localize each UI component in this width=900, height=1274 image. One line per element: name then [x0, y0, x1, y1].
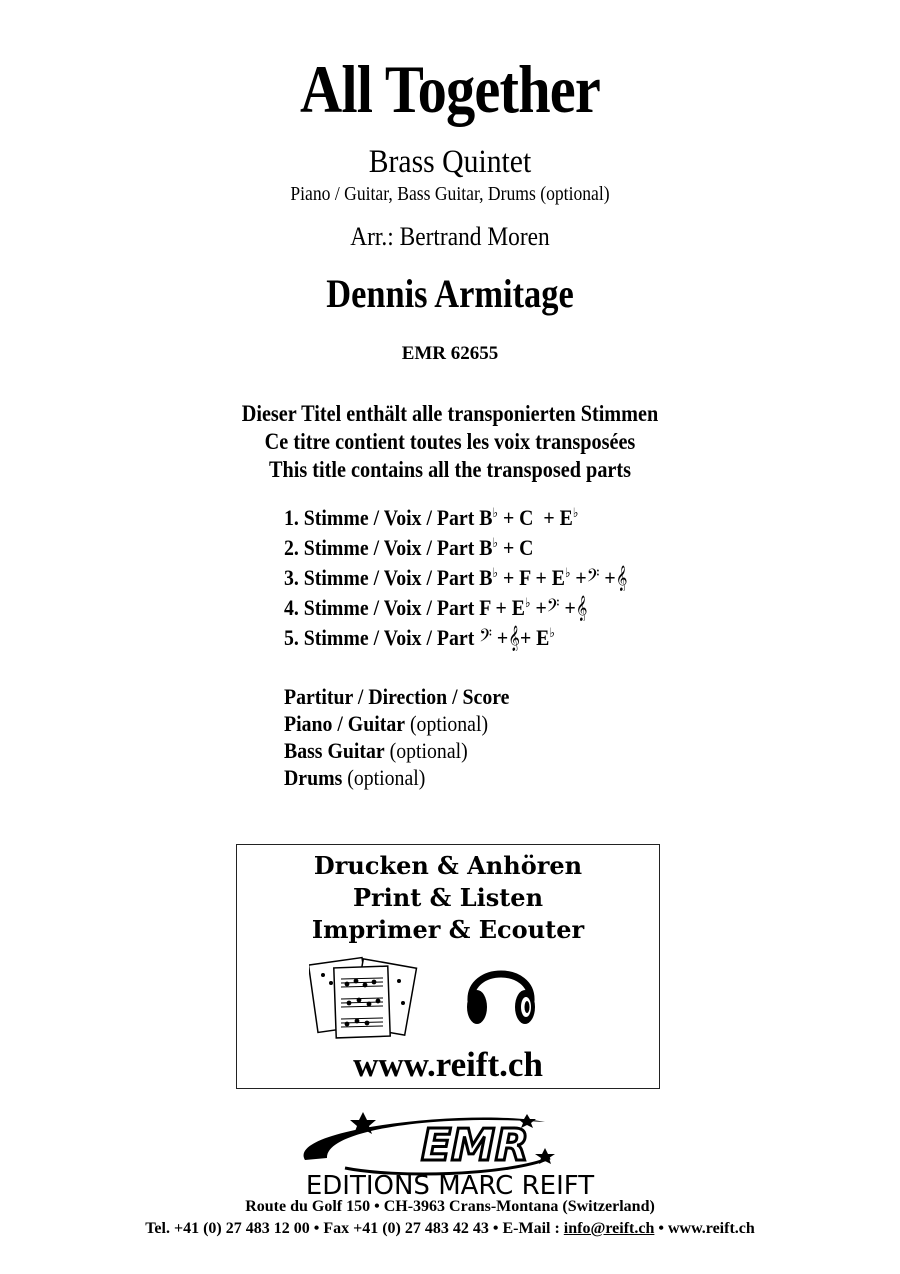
extra-score: Partitur / Direction / Score [284, 684, 510, 709]
part-1: 1. Stimme / Voix / Part B♭ + C + E♭ [284, 505, 579, 530]
website-link[interactable]: www.reift.ch [353, 1045, 543, 1084]
part-5: 5. Stimme / Voix / Part 𝄢 +𝄞+ E♭ [284, 625, 555, 651]
sheet-music-icon [309, 953, 421, 1043]
publisher-address: Route du Golf 150 • CH-3963 Crans-Montana (Switzerland) [245, 1198, 655, 1215]
publisher-contact: Tel. +41 (0) 27 483 12 00 • Fax +41 (0) 27 483 42 43 • E-Mail : info@reift.ch • www.reift.ch [145, 1220, 755, 1237]
emr-logo [245, 1108, 655, 1198]
part-4: 4. Stimme / Voix / Part F + E♭ +𝄢 +𝄞 [284, 595, 588, 621]
arranger-line: Arr.: Bertrand Moren [350, 222, 550, 251]
treble-clef-icon: 𝄞 [508, 626, 520, 651]
part-3: 3. Stimme / Voix / Part B♭ + F + E♭ +𝄢 +𝄞 [284, 565, 628, 591]
contains-de: Dieser Titel enthält alle transponierten Stimmen [241, 401, 659, 426]
bass-clef-icon: 𝄢 [479, 626, 492, 651]
extra-drums: Drums (optional) [284, 765, 426, 790]
catalog-number: EMR 62655 [401, 343, 499, 364]
emr-logo-graphic [245, 1108, 655, 1198]
publisher-name: EDITIONS MARC REIFT [305, 1171, 595, 1198]
promo-line-de: Drucken & Anhören [313, 851, 583, 880]
print-listen-box [236, 844, 660, 1089]
logo-emr-text: EMR [421, 1120, 529, 1171]
extra-bass-guitar: Bass Guitar (optional) [284, 738, 468, 763]
email-link[interactable]: info@reift.ch [563, 1220, 655, 1237]
bass-clef-icon: 𝄢 [586, 566, 600, 591]
bass-clef-icon: 𝄢 [546, 596, 560, 621]
part-2: 2. Stimme / Voix / Part B♭ + C [284, 535, 534, 560]
contains-en: This title contains all the transposed parts [268, 457, 632, 482]
instrumentation-line: Piano / Guitar, Bass Guitar, Drums (optional) [290, 183, 610, 205]
extra-piano-guitar: Piano / Guitar (optional) [284, 711, 489, 736]
headphones-icon [463, 951, 539, 1031]
page-title: All Together [300, 51, 600, 127]
promo-line-fr: Imprimer & Ecouter [311, 915, 585, 944]
composer-name: Dennis Armitage [326, 271, 574, 316]
treble-clef-icon: 𝄞 [575, 596, 588, 621]
treble-clef-icon: 𝄞 [615, 566, 628, 591]
contains-fr: Ce titre contient toutes les voix transposées [264, 429, 636, 454]
promo-line-en: Print & Listen [352, 883, 544, 912]
ensemble-subtitle: Brass Quintet [368, 144, 532, 180]
